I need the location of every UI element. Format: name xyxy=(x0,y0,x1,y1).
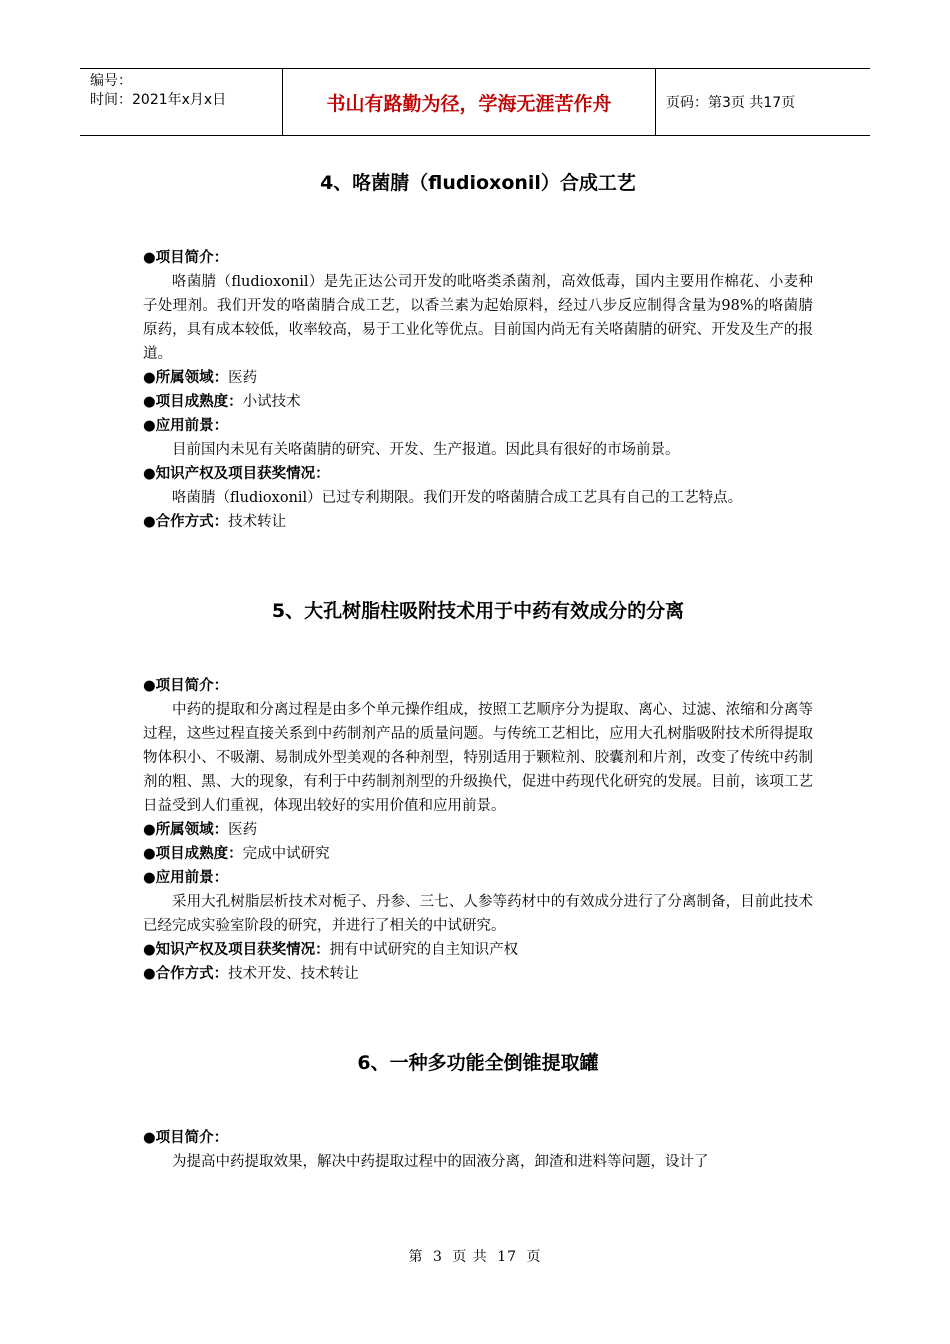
coop-row: ●合作方式：技术开发、技术转让 xyxy=(143,966,359,982)
section-6 xyxy=(143,1048,813,1174)
section-title: 4、咯菌腈（fludioxonil）合成工艺 xyxy=(320,172,636,194)
ip-heading: ●知识产权及项目获奖情况： xyxy=(143,466,330,482)
intro-heading: ●项目简介： xyxy=(143,678,229,694)
header-meta xyxy=(80,69,282,135)
footer-total-pages: 17 xyxy=(497,1249,518,1265)
document-body xyxy=(143,168,813,1236)
intro-heading: ●项目简介： xyxy=(143,1130,229,1146)
intro-text: 咯菌腈（fludioxonil）是先正达公司开发的吡咯类杀菌剂，高效低毒，国内主要用作棉花、小麦种子处理剂。我们开发的咯菌腈合成工艺，以香兰素为起始原料，经过八步反应制得含量为98%的咯菌腈原药，具有成本较低，收率较高，易于工业化等优点。目前国内尚无有关咯菌腈的研究、开发及生产的报道。 xyxy=(143,274,813,362)
header-number-label: 编号： xyxy=(90,73,132,89)
page-footer xyxy=(0,1246,950,1266)
section-title: 5、大孔树脂柱吸附技术用于中药有效成分的分离 xyxy=(271,600,685,622)
footer-current-page: 3 xyxy=(432,1249,443,1265)
ip-text: 咯菌腈（fludioxonil）已过专利期限。我们开发的咯菌腈合成工艺具有自己的工艺特点。 xyxy=(172,490,743,506)
maturity-row: ●项目成熟度：小试技术 xyxy=(143,394,301,410)
footer-mid: 页 共 xyxy=(452,1249,488,1265)
section-5 xyxy=(143,596,813,986)
field-row: ●所属领域：医药 xyxy=(143,822,258,838)
header-date: 时间：2021年x月x日 xyxy=(90,92,227,108)
header-motto: 书山有路勤为径，学海无涯苦作舟 xyxy=(282,69,656,135)
intro-text: 为提高中药提取效果，解决中药提取过程中的固液分离，卸渣和进料等问题，设计了 xyxy=(172,1154,709,1170)
prospect-heading: ●应用前景： xyxy=(143,418,229,434)
prospect-text: 采用大孔树脂层析技术对栀子、丹参、三七、人参等药材中的有效成分进行了分离制备，目前此技术已经完成实验室阶段的研究，并进行了相关的中试研究。 xyxy=(143,894,813,934)
coop-row: ●合作方式：技术转让 xyxy=(143,514,287,530)
page-header xyxy=(80,68,870,136)
intro-heading: ●项目简介： xyxy=(143,250,229,266)
footer-suffix: 页 xyxy=(526,1249,542,1265)
ip-row: ●知识产权及项目获奖情况：拥有中试研究的自主知识产权 xyxy=(143,942,519,958)
header-page-info: 页码：第3页 共17页 xyxy=(666,95,796,111)
prospect-heading: ●应用前景： xyxy=(143,870,229,886)
section-title: 6、一种多功能全倒锥提取罐 xyxy=(357,1052,599,1074)
prospect-text: 目前国内未见有关咯菌腈的研究、开发、生产报道。因此具有很好的市场前景。 xyxy=(172,442,680,458)
section-4 xyxy=(143,168,813,534)
field-row: ●所属领域：医药 xyxy=(143,370,258,386)
maturity-row: ●项目成熟度：完成中试研究 xyxy=(143,846,330,862)
footer-prefix: 第 xyxy=(408,1249,424,1265)
intro-text: 中药的提取和分离过程是由多个单元操作组成，按照工艺顺序分为提取、离心、过滤、浓缩和分离等过程，这些过程直接关系到中药制剂产品的质量问题。与传统工艺相比，应用大孔树脂吸附技术所得提取物体积小、不吸潮、易制成外型美观的各种剂型，特别适用于颗粒剂、胶囊剂和片剂，改变了传统中药制剂的粗、黑、大的现象，有利于中药制剂剂型的升级换代，促进中药现代化研究的发展。目前，该项工艺日益受到人们重视，体现出较好的实用价值和应用前景。 xyxy=(143,702,813,814)
